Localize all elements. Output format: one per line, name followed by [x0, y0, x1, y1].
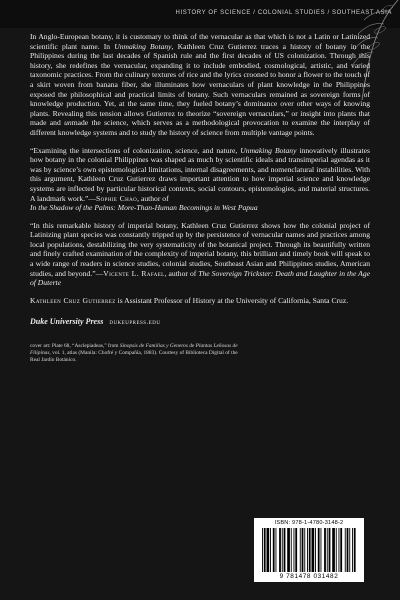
- barcode-stripe: [300, 528, 301, 572]
- barcode-stripe: [324, 528, 326, 572]
- book-description: [30, 32, 370, 138]
- barcode-stripe: [336, 528, 337, 572]
- barcode-stripe: [315, 528, 316, 572]
- barcode-stripe: [329, 528, 331, 572]
- barcode-stripe: [307, 528, 308, 572]
- quote-text: innovatively illustrates how botany in the colonial Philippines was shaped as much by scientific ideals and transimperial agendas as it was by science’s own epistemological limitations, internal disagreements, and nomenclatural instabilities. With this argument, Kathleen Cruz Gutierrez draws important attention to how imperial science and knowledge systems are inflected by particular historical contexts, social contours, epistemologies, and material structures. A landmark work.”—: [30, 145, 370, 203]
- credit-text: cover art: Plate 68, “Asclepiadeas,” from: [30, 343, 120, 350]
- barcode-stripe: [339, 528, 340, 572]
- author-name: Kathleen Cruz Gutierrez: [30, 295, 116, 305]
- credit-title: Sinopsis de Familias y Generos de Plantas Leñosas de Filipinas: [30, 343, 238, 357]
- barcode-stripe: [345, 528, 346, 572]
- emphasis-text: un: [64, 118, 72, 128]
- author-bio: [30, 296, 370, 306]
- barcode-stripe: [312, 528, 315, 572]
- quote-text: “Examining the intersections of colonization, science, and nature,: [30, 145, 241, 155]
- barcode-stripe: [340, 528, 342, 572]
- barcode-stripe: [318, 528, 320, 572]
- barcode-stripe: [302, 528, 304, 572]
- barcode-stripe: [284, 528, 286, 572]
- credit-text: , vol. 1, atlas (Manila: Chofré y Compañía, 1883). Courtesy of Biblioteca Digital of the Real Jardín Botánico.: [30, 350, 238, 364]
- attribution-text: , author of: [137, 193, 169, 203]
- barcode-stripe: [273, 528, 275, 572]
- subject-categories: HISTORY OF SCIENCE / COLONIAL STUDIES / SOUTHEAST ASIA: [175, 10, 392, 16]
- barcode-stripe: [304, 528, 305, 572]
- endorsement-quote: [30, 146, 370, 213]
- barcode-stripe: [354, 528, 356, 572]
- endorser-name: Vicente L. Rafael: [103, 268, 165, 278]
- barcode-stripe: [295, 528, 297, 572]
- barcode-stripe: [327, 528, 328, 572]
- back-cover-text: [30, 32, 370, 364]
- barcode-stripe: [352, 528, 353, 572]
- barcode-stripe: [262, 528, 263, 572]
- publisher-line: [30, 317, 370, 331]
- quote-text: “In this remarkable history of imperial botany, Kathleen Cruz Gutierrez shows how the colonial project of Latinizing plant species was constantly tripped up by the persistence of vernacular names and practices among local populations, destabilizing the very systematicity of the botanical project. Through its beautifully written and finely crafted examination of the complexity of imperial botany, this brilliant and timely book will speak to a wide range of readers in science studies, colonial studies, Southeast Asian and Philippines studies, American studies, and beyond.”—: [30, 220, 370, 278]
- attribution-text: , author of: [164, 268, 199, 278]
- book-title: Unmaking Botany: [114, 41, 172, 51]
- barcode-stripe: [276, 528, 277, 572]
- barcode-bars: [260, 528, 358, 572]
- barcode-stripe: [287, 528, 290, 572]
- endorsement-quote: [30, 221, 370, 288]
- book-title: Unmaking Botany: [240, 145, 297, 155]
- barcode-stripe: [282, 528, 283, 572]
- barcode-stripe: [270, 528, 271, 572]
- barcode-stripe: [309, 528, 311, 572]
- barcode-stripe: [321, 528, 322, 572]
- endorser-book-title: The Sovereign Trickster: Death and Laughter in the Age of Duterte: [30, 268, 370, 288]
- barcode-stripe: [264, 528, 266, 572]
- publisher-url: dukeupress.edu: [109, 319, 161, 327]
- barcode-stripe: [291, 528, 292, 572]
- barcode-stripe: [279, 528, 281, 572]
- endorser-book-title: In the Shadow of the Palms: More-Than-Human Becomings in West Papua: [30, 203, 258, 213]
- barcode-stripe: [267, 528, 270, 572]
- barcode-stripe: [294, 528, 295, 572]
- description-text: , Kathleen Cruz Gutierrez traces a history of botany in the Philippines during the last decades of Spanish rule and the first decades of US colonization. Through this history, she redefines the vernacular, expanding it to include embodied, cosmological, artistic, and varied taxonomic practices. From the culinary textures of rice and the lyrics crooned to honor a flower to the touch of a skirt woven from banana fiber, she illuminates how vernaculars of plant knowledge in the Philippines exposed the philosophical and practical limits of botany. Such vernaculars remained as sovereign forms of knowledge production. Yet, at the same time, they fueled botany’s dominance over other ways of knowing plants. Revealing this tension allows Gutierrez to theorize “sovereign vernaculars,” or insight into plants that made and: [30, 41, 371, 128]
- barcode-stripe: [349, 528, 350, 572]
- cover-art-credit: [30, 343, 242, 364]
- barcode-digits: 9 781478 031482: [279, 573, 339, 580]
- description-text: In Anglo-European botany, it is customary to think of the vernacular as that which is not a Latin or Latinized scientific plant name. In: [30, 32, 370, 51]
- bio-text: is Assistant Professor of History at the University of California, Santa Cruz.: [115, 295, 349, 305]
- isbn-barcode: [254, 518, 364, 582]
- isbn-number: ISBN: 978-1-4780-3148-2: [274, 520, 344, 526]
- description-text: made the science, which serves as a methodological provocation to examine the interplay of different knowledge systems and to study the history of science from multiple vantage points.: [30, 118, 370, 137]
- barcode-stripe: [332, 528, 335, 572]
- endorser-name: Sophie Chao: [96, 193, 138, 203]
- barcode-stripe: [347, 528, 349, 572]
- publisher-name: Duke University Press: [30, 317, 104, 327]
